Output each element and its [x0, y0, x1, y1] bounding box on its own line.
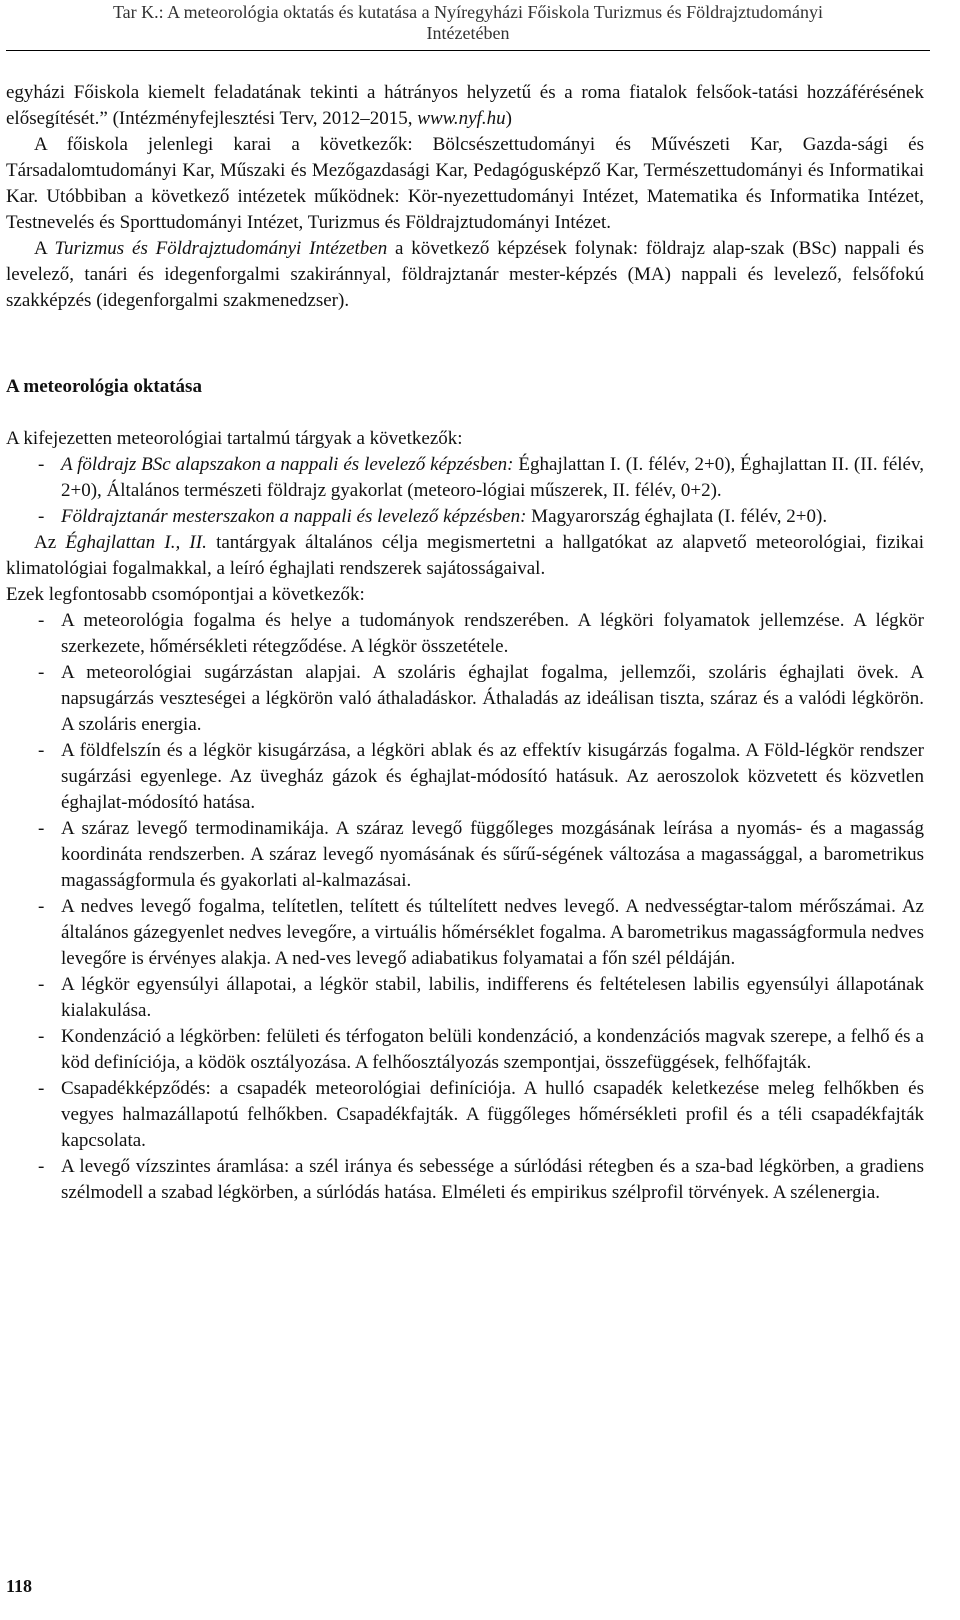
topic-item [6, 816, 924, 894]
course-details: Éghajlattan I. (I. félév, 2+0), Éghajlattan II. (II. félév, 2+0), Általános természeti földrajz gyakorlat (meteoro-lógiai műszerek, II. félév, 0+2). [61, 454, 924, 501]
course-programme: Földrajztanár mesterszakon a nappali és levelező képzésben: [61, 506, 527, 527]
dash-marker: - [38, 740, 45, 761]
topic-list [6, 608, 924, 1206]
dash-marker: - [38, 974, 45, 995]
topic-item [6, 660, 924, 738]
course-programme: A földrajz BSc alapszakon a nappali és levelező képzésben: [61, 454, 514, 475]
topic-item [6, 608, 924, 660]
aim-text: tantárgyak általános célja megismertetni a hallgatókat az alapvető meteorológiai, fizikai klimatológiai fogalmakkal, a leíró éghajlati rendszerek sajátosságaival. [6, 532, 925, 579]
dash-marker: - [38, 896, 45, 917]
intro-paragraph-2: A főiskola jelenlegi karai a következők: Bölcsészettudományi és Művészeti Kar, Gazda-sági és Társadalomtudományi Kar, Műszaki és Mezőgazdasági Kar, Pedagógusképző Kar, Természettudományi és Informatikai Kar. Utóbbiban a következő intézetek működnek: Kör-nyezettudományi Intézet, Matematika és Informatika Intézet, Testnevelés és Sporttudományi Intézet, Turizmus és Földrajztudományi Intézet. [6, 134, 924, 233]
page-body [6, 80, 924, 1206]
intro-p3-text: a következő képzések folynak: földrajz alap-szak (BSc) nappali és levelező, tanári és idegenforgalmi szakiránnyal, földrajztanár mester-képzés (MA) nappali és levelező, felsőfokú szakképzés (idegenforgalmi szakmenedzser). [6, 238, 924, 311]
topic-text: A légkör egyensúlyi állapotai, a légkör stabil, labilis, indifferens és feltételesen labilis egyensúlyi állapotának kialakulása. [61, 974, 924, 1021]
header-rule [6, 50, 930, 51]
website-link: www.nyf.hu [417, 108, 506, 129]
topic-item [6, 1076, 924, 1154]
topic-item [6, 1154, 924, 1206]
intro-p1-close: ) [505, 108, 512, 129]
aim-paragraph [6, 530, 924, 582]
topic-text: Csapadékképződés: a csapadék meteorológiai definíciója. A hulló csapadék keletkezése meleg felhőkben és vegyes halmazállapotú felhőkben. Csapadékfajták. A függőleges hőmérsékleti profil és a téli csapadékfajták kapcsolata. [61, 1078, 924, 1151]
dash-marker: - [38, 1156, 45, 1177]
running-header [6, 2, 930, 44]
topic-text: Kondenzáció a légkörben: felületi és térfogaton belüli kondenzáció, a kondenzációs magvak szerepe, a felhő és a köd definíciója, a ködök osztályozása. A felhőosztályozás szempontjai, összefüggések, felhőfajták. [61, 1026, 924, 1073]
topic-text: A meteorológia fogalma és helye a tudományok rendszerében. A légköri folyamatok jellemzése. A légkör szerkezete, hőmérsékleti rétegződése. A légkör összetétele. [61, 610, 924, 657]
topic-text: A levegő vízszintes áramlása: a szél iránya és sebessége a súrlódási rétegben és a sza-bad légkörben, a gradiens szélmodell a szabad légkörben, a súrlódás hatása. Elméleti és empirikus szélprofil törvények. A szélenergia. [61, 1156, 924, 1203]
course-item [6, 504, 924, 530]
aim-lead: Az [34, 532, 66, 553]
dash-marker: - [38, 506, 45, 527]
dash-marker: - [38, 818, 45, 839]
topic-item [6, 894, 924, 972]
topic-text: A meteorológiai sugárzástan alapjai. A szoláris éghajlat fogalma, jellemzői, szoláris éghajlati övek. A napsugárzás veszteségei a légkörön való áthaladáskor. Áthaladás az ideálisan tiszta, száraz és a valódi légkörön. A szoláris energia. [61, 662, 924, 735]
course-list [6, 452, 924, 530]
topic-text: A nedves levegő fogalma, telítetlen, telített és túltelített nedves levegő. A nedvességtar-talom mérőszámai. Az általános gázegyenlet nedves levegőre, a virtuális hőmérséklet fogalma. A barometrikus magasságformula nedves levegőre is érvényes alakja. A ned-ves levegő adiabatikus folyamatai a főn szél példáján. [61, 896, 924, 969]
course-item [6, 452, 924, 504]
dash-marker: - [38, 454, 45, 475]
section-heading: A meteorológia oktatása [6, 376, 202, 397]
topic-text: A száraz levegő termodinamikája. A száraz levegő függőleges mozgásának leírása a nyomás- és a magasság koordináta rendszerben. A száraz levegő nyomásának és sűrű-ségének változása a magassággal, a barometrikus magasságformula és gyakorlati al-kalmazásai. [61, 818, 924, 891]
course-details: Magyarország éghajlata (I. félév, 2+0). [526, 506, 828, 527]
dash-marker: - [38, 662, 45, 683]
topic-item [6, 972, 924, 1024]
dash-marker: - [38, 1078, 45, 1099]
topics-lead: Ezek legfontosabb csomópontjai a következők: [6, 584, 365, 605]
topic-item [6, 738, 924, 816]
intro-p1-text: egyházi Főiskola kiemelt feladatának tekinti a hátrányos helyzetű és a roma fiatalok felsőok-tatási hozzáférésének elősegítését.” (Intézményfejlesztési Terv, 2012–2015, [6, 82, 924, 129]
running-header-line1: Tar K.: A meteorológia oktatás és kutatása a Nyíregyházi Főiskola Turizmus és Földrajztudományi [112, 2, 824, 22]
topic-text: A földfelszín és a légkör kisugárzása, a légköri ablak és az effektív kisugárzás fogalma. A Föld-légkör rendszer sugárzási egyenlege. Az üvegház gázok és éghajlat-módosító hatásuk. Az aeroszolok közvetett és közvetlen éghajlat-módosító hatása. [61, 740, 924, 813]
running-header-line2: Intézetében [426, 23, 510, 43]
intro-paragraph-3 [6, 236, 924, 314]
institute-name: Turizmus és Földrajztudományi Intézetben [54, 238, 388, 259]
page-number: 118 [6, 1576, 33, 1596]
intro-paragraph-1 [6, 80, 924, 132]
intro-p3-lead: A [34, 238, 55, 259]
course-title: Éghajlattan I., II. [65, 532, 207, 553]
dash-marker: - [38, 1026, 45, 1047]
topic-item [6, 1024, 924, 1076]
dash-marker: - [38, 610, 45, 631]
courses-lead: A kifejezetten meteorológiai tartalmú tárgyak a következők: [6, 428, 463, 449]
